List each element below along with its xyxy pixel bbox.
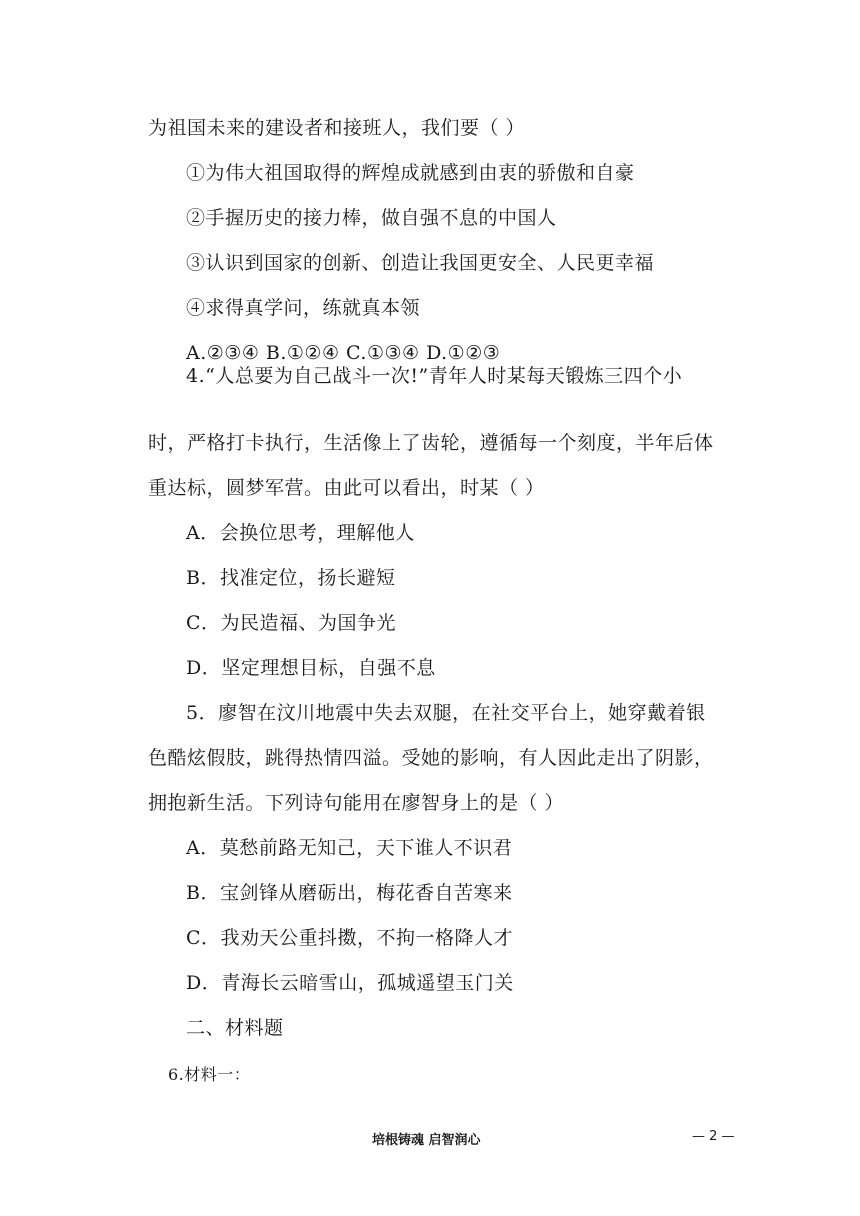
q5-option-d: D．青海长云暗雪山，孤城遥望玉门关 [186, 972, 514, 994]
q5-option-a: A．莫愁前路无知己，天下谁人不识君 [186, 837, 513, 859]
q4-option-b: B．找准定位，扬长避短 [186, 567, 396, 589]
footer-motto: 培根铸魂 启智润心 [372, 1133, 481, 1148]
q4-line-2: 时，严格打卡执行，生活像上了齿轮，遵循每一个刻度，半年后体 [148, 432, 714, 454]
q3-option-2: ②手握历史的接力棒，做自强不息的中国人 [186, 207, 557, 229]
q4-option-c: C．为民造福、为国争光 [186, 612, 397, 634]
q4-line-1: 4.“人总要为自己战斗一次!”青年人时某每天锻炼三四个小 [186, 365, 683, 387]
q3-option-4: ④求得真学问，练就真本领 [186, 297, 421, 319]
q3-option-3: ③认识到国家的创新、创造让我国更安全、人民更幸福 [186, 252, 655, 274]
q6-label: 6.材料一： [168, 1065, 251, 1084]
q5-option-c: C．我劝天公重抖擞，不拘一格降人才 [186, 927, 514, 949]
q3-option-1: ①为伟大祖国取得的辉煌成就感到由衷的骄傲和自豪 [186, 162, 635, 184]
q4-option-a: A．会换位思考，理解他人 [186, 522, 415, 544]
q3-stem-end: 为祖国未来的建设者和接班人，我们要（ ） [148, 117, 526, 139]
page-number: — 2 — [692, 1129, 735, 1144]
q4-option-d: D．坚定理想目标，自强不息 [186, 657, 436, 679]
q5-line-2: 色酷炫假肢，跳得热情四溢。受她的影响，有人因此走出了阴影， [148, 747, 714, 769]
q4-line-3: 重达标，圆梦军营。由此可以看出，时某（ ） [148, 477, 545, 499]
q5-line-1: 5．廖智在汶川地震中失去双腿，在社交平台上，她穿戴着银 [186, 702, 706, 724]
q5-option-b: B．宝剑锋从磨砺出，梅花香自苦寒来 [186, 882, 513, 904]
q3-choices: A.②③④ B.①②④ C.①③④ D.①②③ [186, 342, 501, 364]
q5-line-3: 拥抱新生活。下列诗句能用在廖智身上的是（ ） [148, 792, 565, 814]
section-heading-materials: 二、材料题 [186, 1017, 284, 1039]
